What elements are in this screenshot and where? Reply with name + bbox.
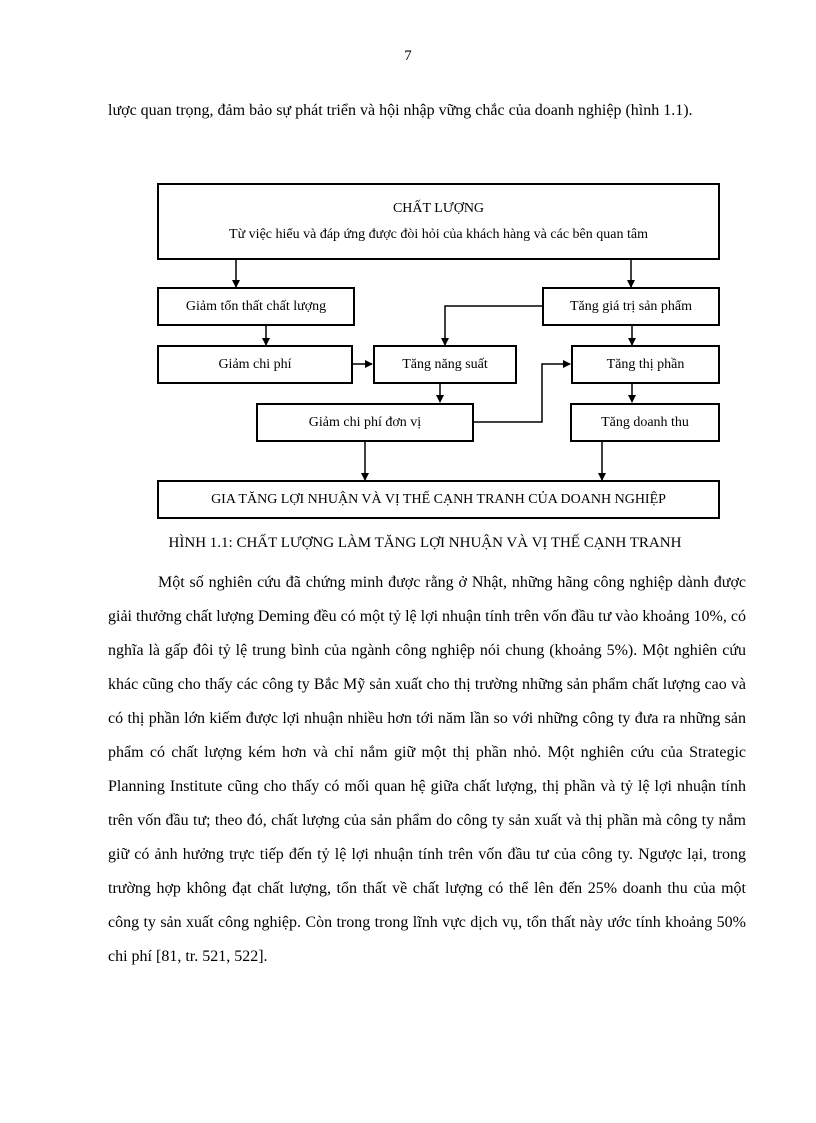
increase-product-value-box: Tăng giá trị sản phẩm (542, 287, 720, 326)
page-number: 7 (404, 48, 412, 64)
body-paragraph: Một số nghiên cứu đã chứng minh được rằng ở Nhật, những hãng công nghiệp dành được giải thưởng chất lượng Deming đều có một tỷ lệ lợi nhuận tính trên vốn đầu tư vào khoảng 10%, có nghĩa là gấp đôi tỷ lệ trung bình của ngành công nghiệp nói chung (khoảng 5%). Một nghiên cứu khác cũng cho thấy các công ty Bắc Mỹ sản xuất cho thị trường những sản phẩm chất lượng cao và có thị phần lớn kiếm được lợi nhuận nhiều hơn tới năm lần so với những công ty đưa ra những sản phẩm có chất lượng kém hơn và chỉ nắm giữ một thị phần nhỏ. Một nghiên cứu của Strategic Planning Institute cũng cho thấy có mối quan hệ giữa chất lượng, thị phần và tỷ lệ lợi nhuận tính trên vốn đầu tư; theo đó, chất lượng của sản phẩm do công ty sản xuất và thị phần mà công ty nắm giữ có ảnh hưởng trực tiếp đến tỷ lệ lợi nhuận tính trên vốn đầu tư của công ty. Ngược lại, trong trường hợp không đạt chất lượng, tổn thất về chất lượng có thể lên đến 25% doanh thu của một công ty sản xuất công nghiệp. Còn trong trong lĩnh vực dịch vụ, tổn thất này ước tính khoảng 50% chi phí [81, tr. 521, 522]. (108, 574, 746, 965)
intro-paragraph: lược quan trọng, đảm bảo sự phát triển và hội nhập vững chắc của doanh nghiệp (hình 1.1). (108, 102, 693, 119)
increase-market-share-box: Tăng thị phần (571, 345, 720, 384)
reduce-unit-cost-box: Giảm chi phí đơn vị (256, 403, 474, 442)
arrow-product-value-to-productivity (445, 306, 542, 345)
reduce-quality-loss-box: Giảm tổn thất chất lượng (157, 287, 355, 326)
quality-box (157, 183, 720, 260)
figure-caption: HÌNH 1.1: CHẤT LƯỢNG LÀM TĂNG LỢI NHUẬN VÀ VỊ THẾ CẠNH TRANH (168, 535, 682, 551)
reduce-cost-box: Giảm chi phí (157, 345, 353, 384)
profit-competitiveness-box: GIA TĂNG LỢI NHUẬN VÀ VỊ THẾ CẠNH TRANH CỦA DOANH NGHIỆP (157, 480, 720, 519)
increase-productivity-box: Tăng năng suất (373, 345, 517, 384)
quality-box-title: CHẤT LƯỢNG (392, 200, 485, 216)
increase-revenue-box: Tăng doanh thu (570, 403, 720, 442)
quality-box-subtitle: Từ việc hiểu và đáp ứng được đòi hỏi của khách hàng và các bên quan tâm (229, 226, 648, 242)
